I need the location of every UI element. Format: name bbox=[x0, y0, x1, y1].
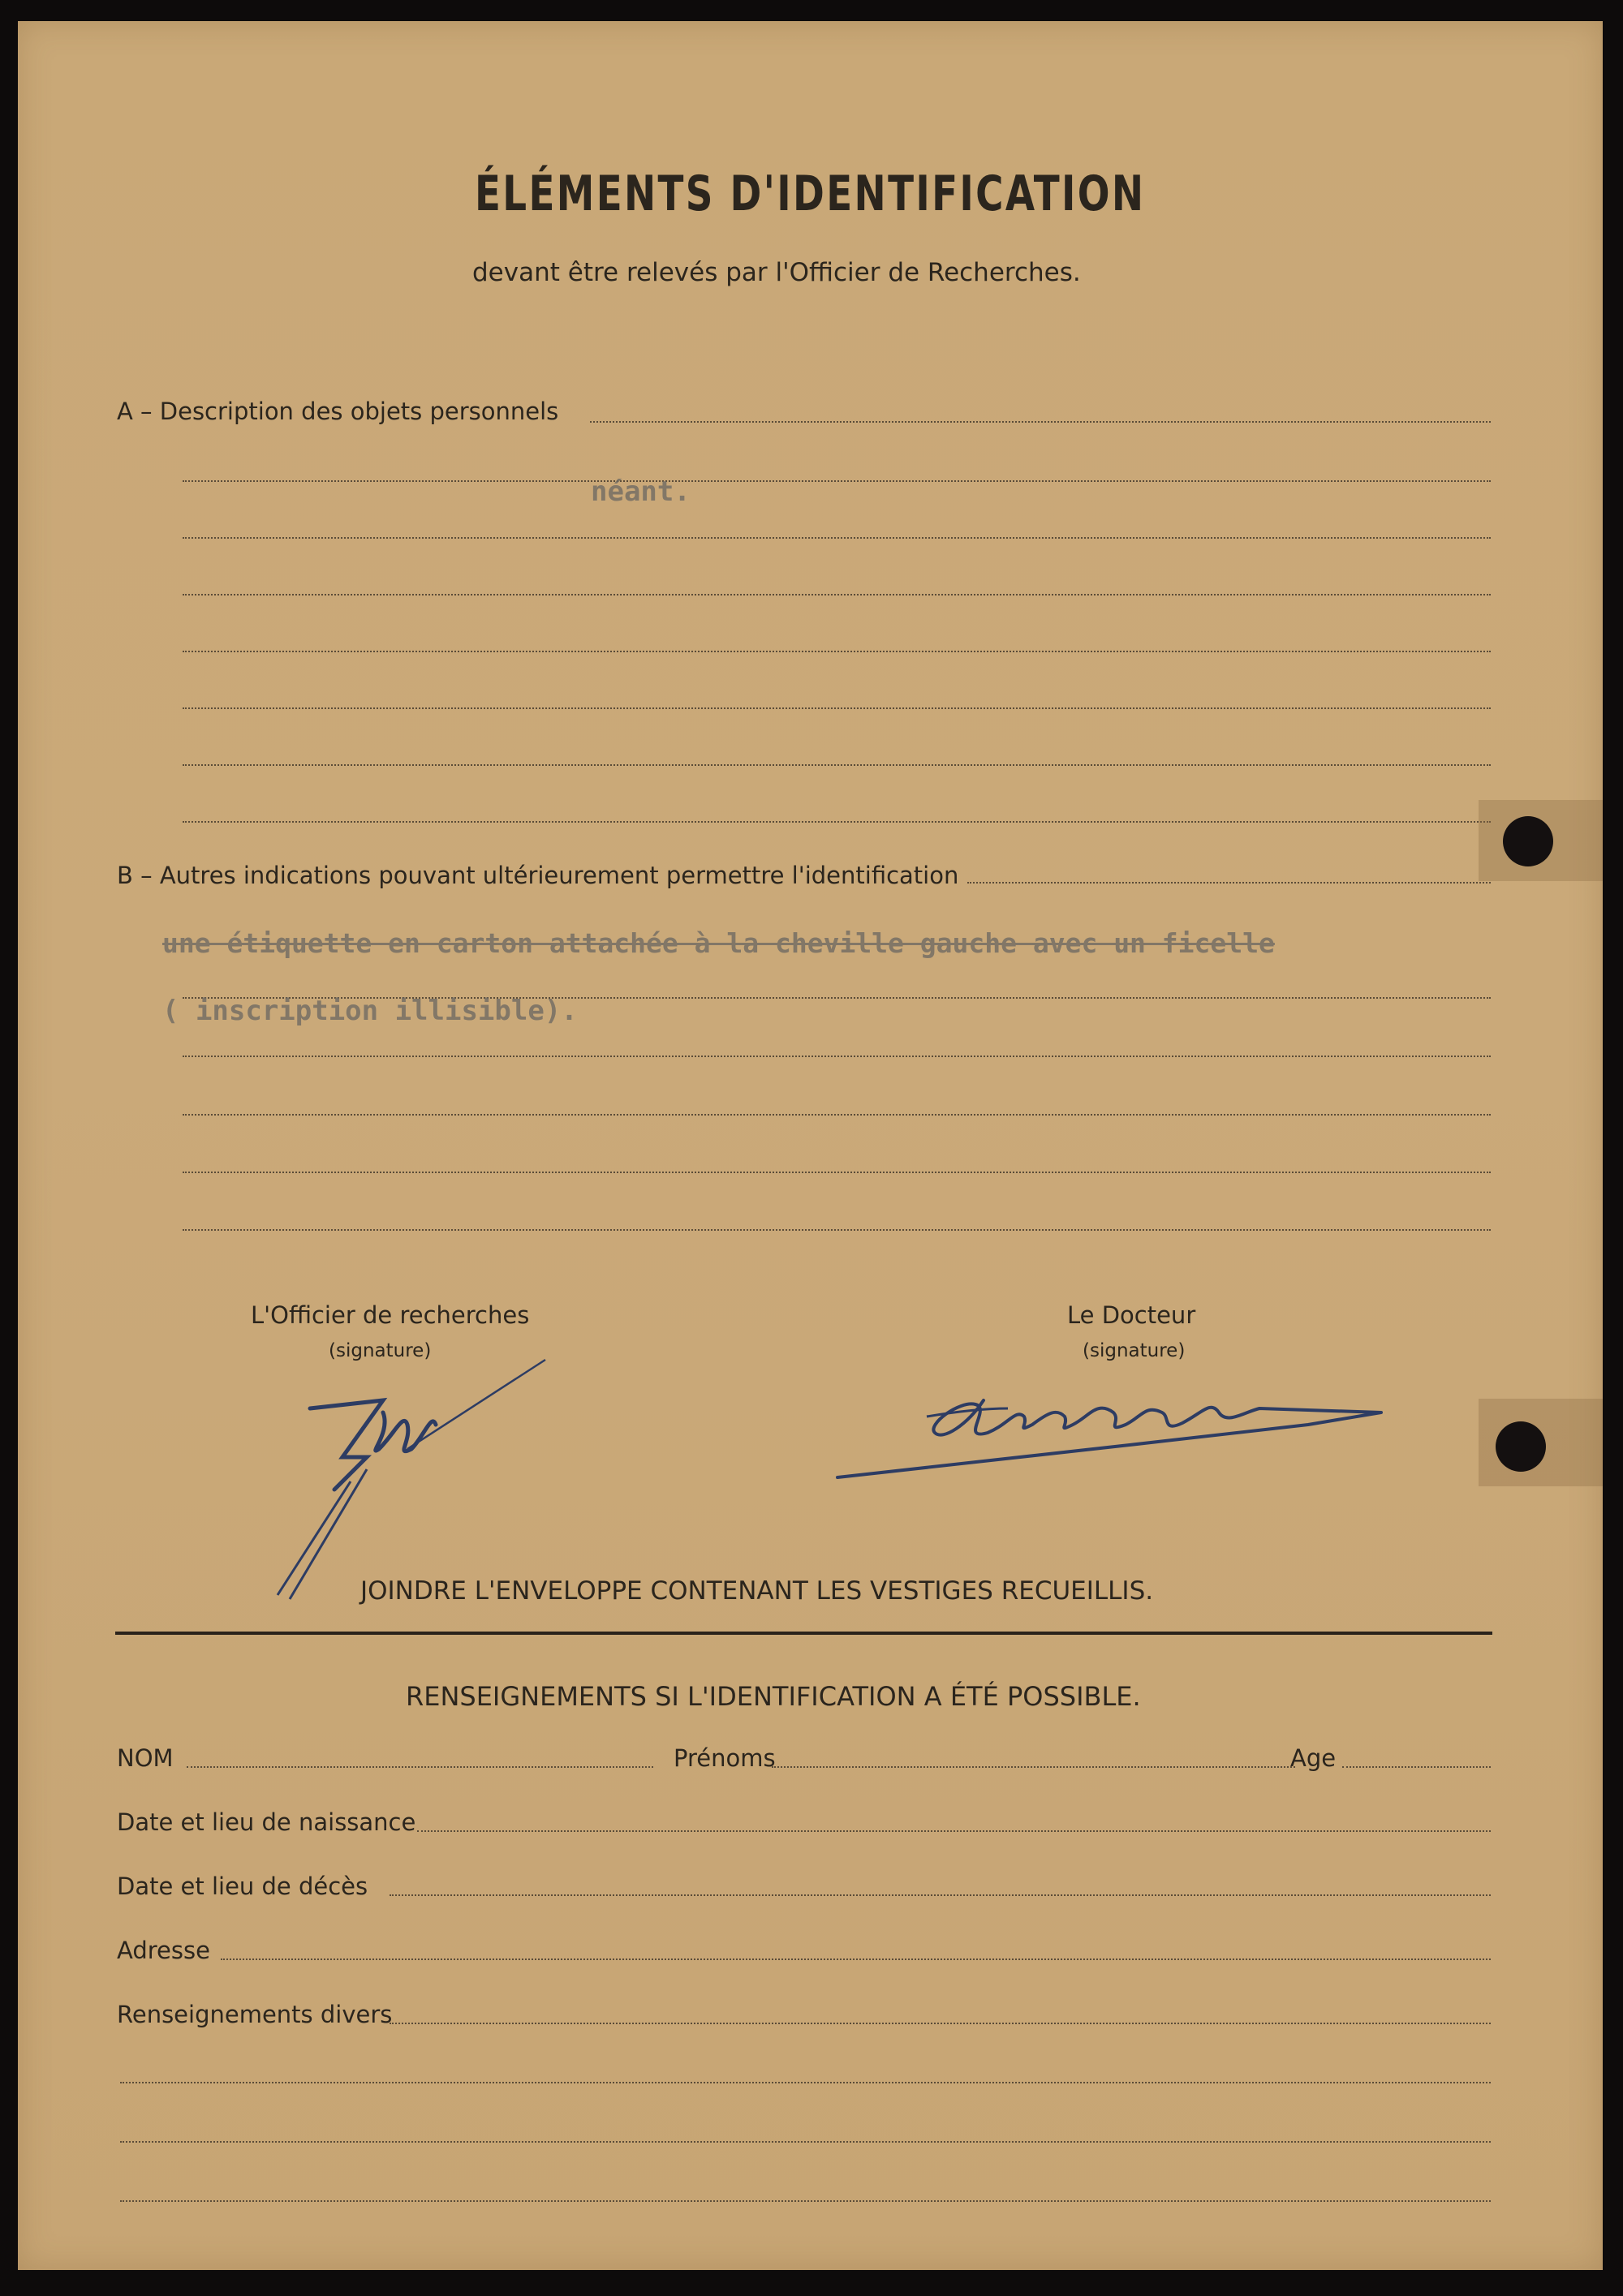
nom-field bbox=[187, 1766, 653, 1768]
doctor-label: Le Docteur bbox=[1067, 1301, 1196, 1329]
divers-label: Renseignements divers bbox=[117, 2001, 393, 2028]
section-a-line-4 bbox=[183, 594, 1491, 595]
naissance-field bbox=[417, 1830, 1491, 1832]
divers-line-4 bbox=[120, 2200, 1491, 2202]
officer-signature bbox=[245, 1335, 570, 1611]
section-a-line-2 bbox=[183, 480, 1491, 482]
age-label: Age bbox=[1290, 1744, 1337, 1772]
section-a-line-7 bbox=[183, 764, 1491, 766]
info-heading: RENSEIGNEMENTS SI L'IDENTIFICATION A ÉTÉ POSSIBLE. bbox=[406, 1681, 1141, 1712]
section-a-line-6 bbox=[183, 707, 1491, 709]
section-b-line-3 bbox=[183, 1056, 1491, 1057]
section-b-line-5 bbox=[183, 1172, 1491, 1173]
age-field bbox=[1342, 1766, 1491, 1768]
punch-hole-bottom bbox=[1496, 1421, 1546, 1472]
adresse-label: Adresse bbox=[117, 1937, 210, 1964]
section-b-typed-line-1: une étiquette en carton attachée à la cheville gauche avec un ficelle bbox=[162, 927, 1275, 959]
deces-label: Date et lieu de décès bbox=[117, 1872, 368, 1900]
divers-line-2 bbox=[120, 2082, 1491, 2083]
envelope-notice: JOINDRE L'ENVELOPPE CONTENANT LES VESTIGES RECUEILLIS. bbox=[360, 1576, 1154, 1606]
doctor-signature-caption: (signature) bbox=[1083, 1340, 1186, 1361]
section-a-label: A – Description des objets personnels bbox=[117, 398, 559, 425]
section-a-line-1 bbox=[590, 421, 1491, 423]
section-b-line-6 bbox=[183, 1229, 1491, 1231]
section-b-label: B – Autres indications pouvant ultérieurement permettre l'identification bbox=[117, 862, 959, 889]
section-b-line-1 bbox=[967, 882, 1491, 884]
officer-signature-caption: (signature) bbox=[329, 1340, 432, 1361]
section-a-typed-text: néant. bbox=[591, 475, 691, 508]
nom-label: NOM bbox=[117, 1744, 174, 1772]
punch-hole-top bbox=[1503, 816, 1553, 866]
section-a-line-5 bbox=[183, 651, 1491, 652]
section-b-line-4 bbox=[183, 1114, 1491, 1116]
divers-line-3 bbox=[120, 2141, 1491, 2143]
section-a-line-8 bbox=[183, 821, 1491, 823]
deces-field bbox=[390, 1894, 1491, 1896]
form-sheet bbox=[18, 21, 1603, 2270]
section-divider bbox=[115, 1632, 1492, 1635]
officer-label: L'Officier de recherches bbox=[251, 1301, 530, 1329]
doctor-signature bbox=[821, 1368, 1406, 1490]
prenoms-field bbox=[772, 1766, 1295, 1768]
divers-field bbox=[390, 2023, 1491, 2024]
naissance-label: Date et lieu de naissance bbox=[117, 1808, 416, 1836]
section-b-typed-line-2: ( inscription illisible). bbox=[162, 995, 578, 1027]
form-subtitle: devant être relevés par l'Officier de Recherches. bbox=[472, 258, 1081, 287]
prenoms-label: Prénoms bbox=[674, 1744, 776, 1772]
section-a-line-3 bbox=[183, 537, 1491, 539]
form-title: ÉLÉMENTS D'IDENTIFICATION bbox=[475, 166, 1146, 222]
adresse-field bbox=[221, 1958, 1491, 1960]
